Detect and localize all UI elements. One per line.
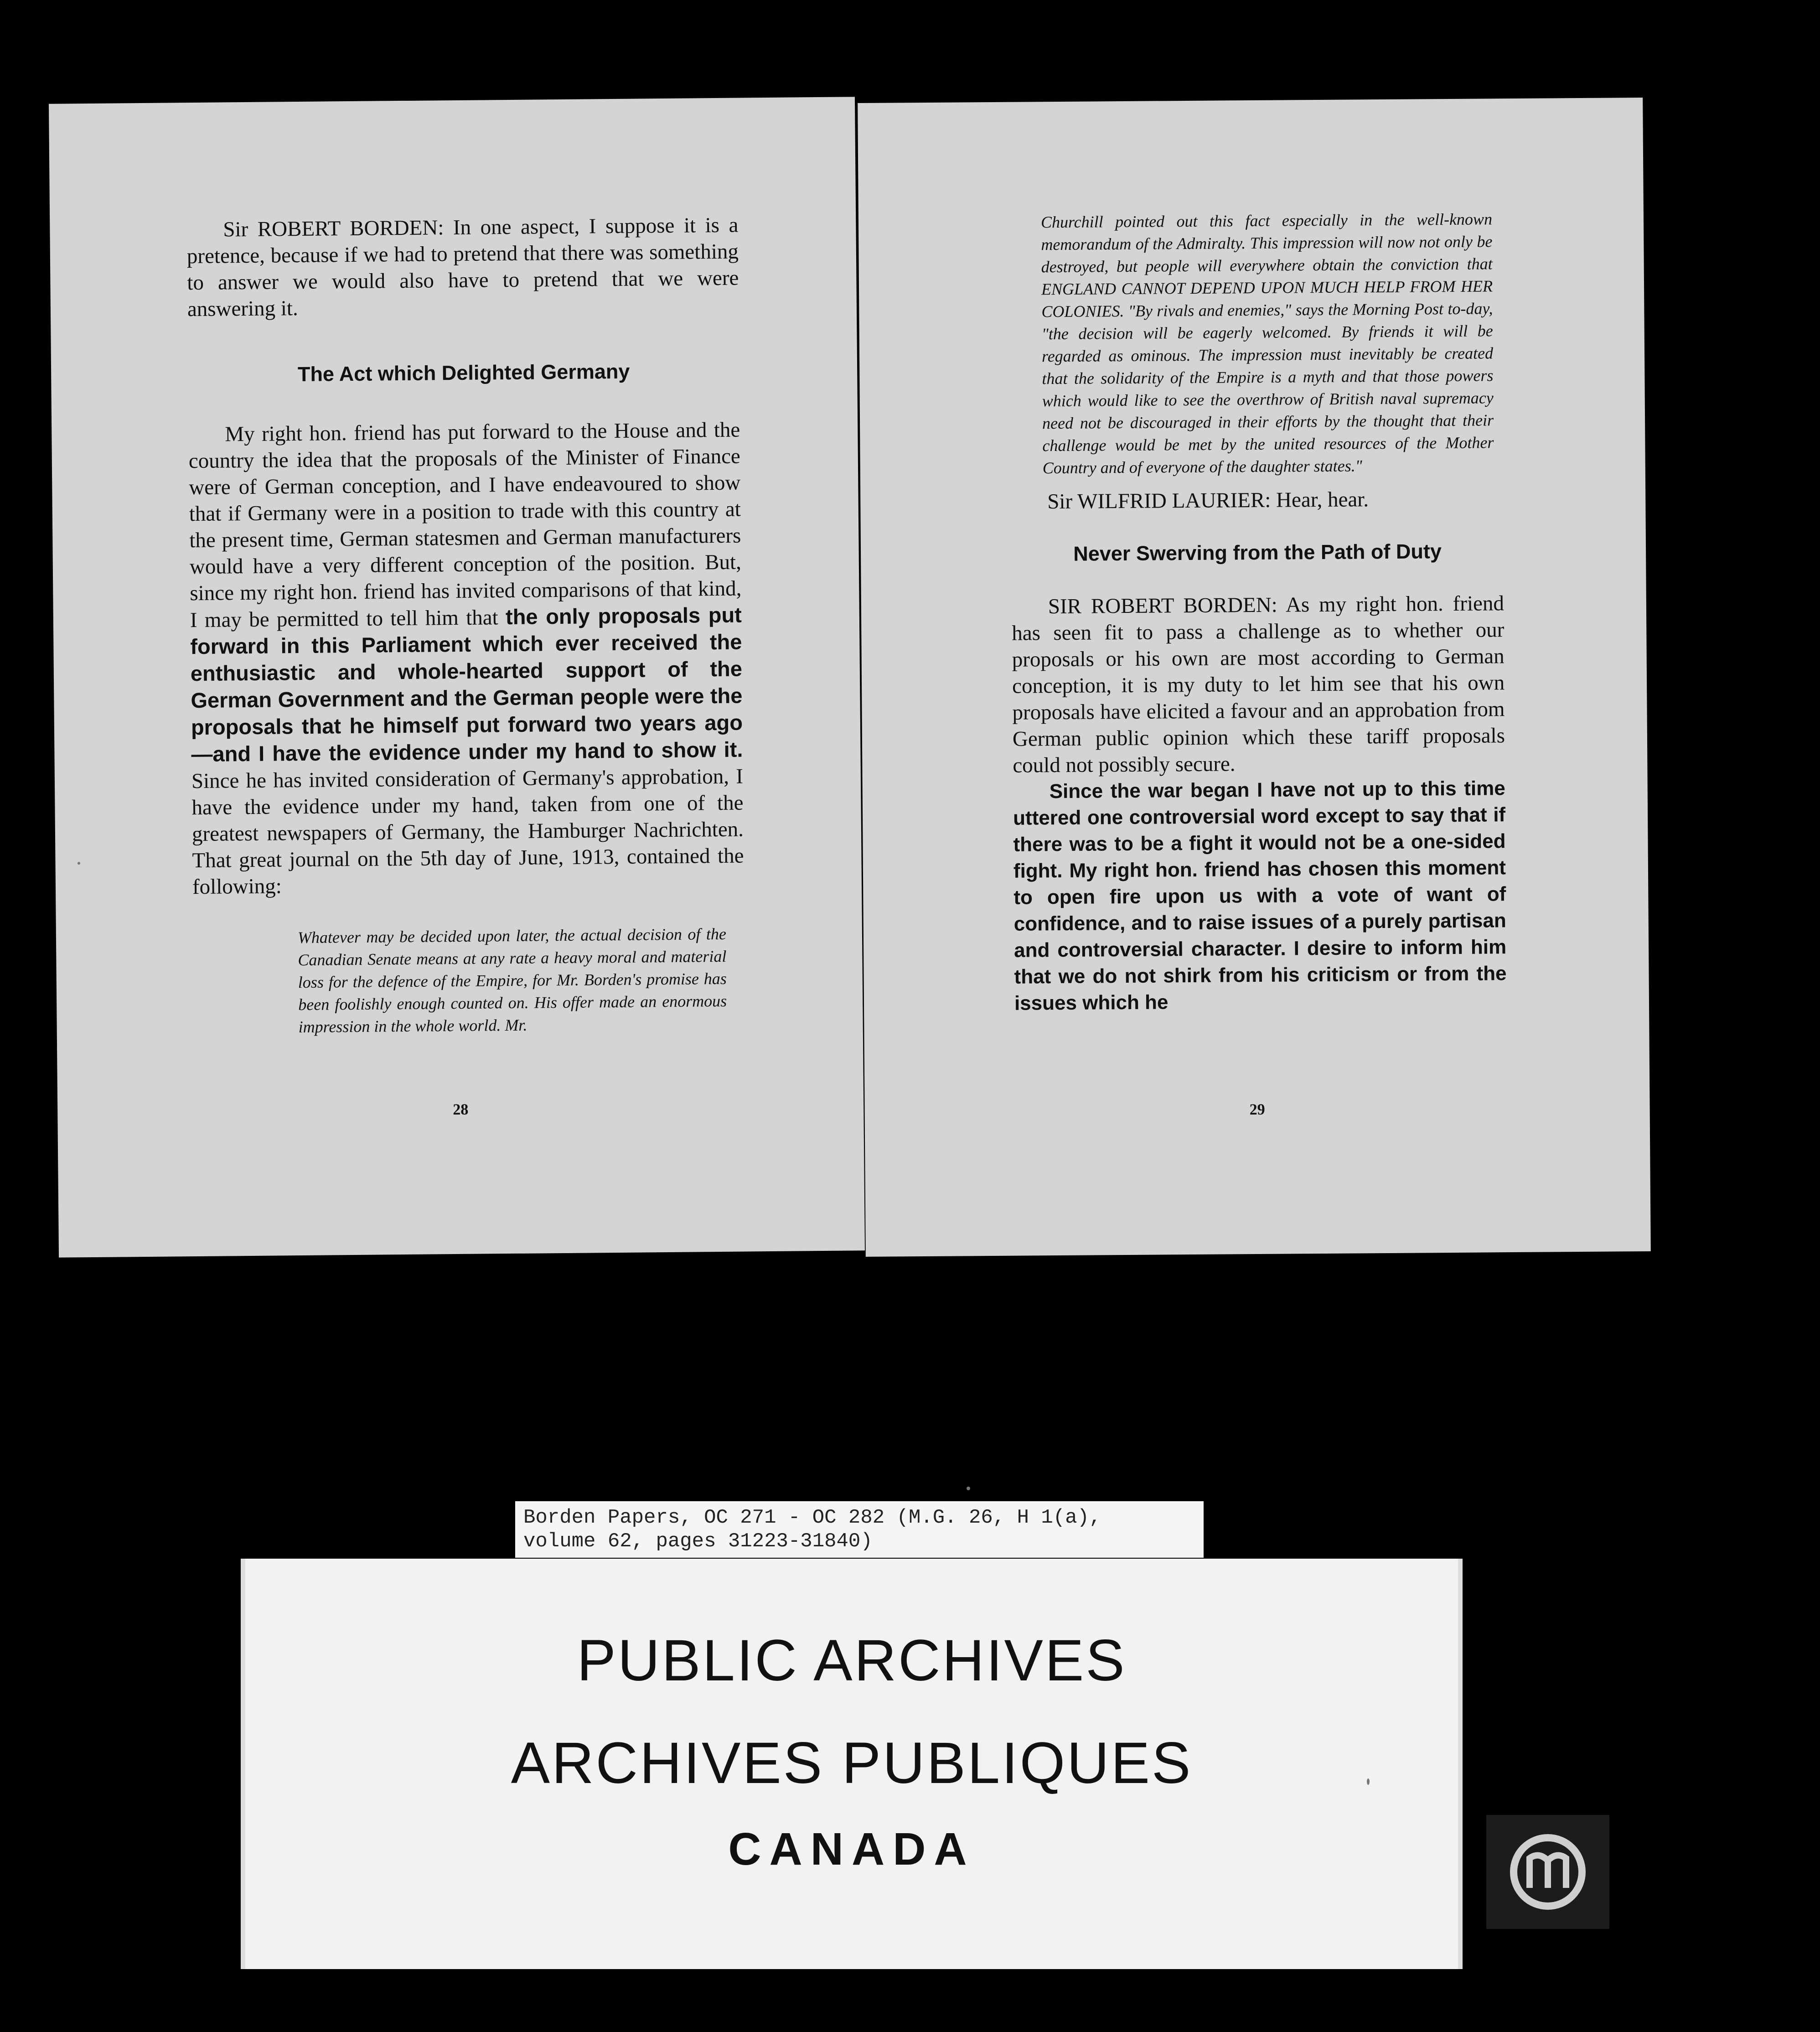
reference-line-1: Borden Papers, OC 271 - OC 282 (M.G. 26, H 1(a),: [523, 1506, 1101, 1529]
card-country: CANADA: [728, 1824, 975, 1875]
card-title-english: PUBLIC ARCHIVES: [577, 1628, 1127, 1693]
right-page-text: [1009, 208, 1507, 1016]
archive-reference-label: [515, 1501, 1204, 1558]
left-page: [49, 97, 865, 1257]
reference-line-2: volume 62, pages 31223-31840): [523, 1530, 873, 1553]
argument-text-b: Since he has invited consideration of Germany's approbation, I have the evidence under my hand, taken from one of the greatest newspapers of Germany, the Hamburger Nachrichten. That great journal on the 5th day of June, 1913, contained the following:: [191, 764, 744, 899]
archive-card: [241, 1559, 1463, 1969]
hamburger-quote: Whatever may be decided upon later, the actual decision of the Canadian Senate means at any rate a heavy moral and material loss for the defence of the Empire, for Mr. Borden's promise has been foolishly enough counted on. His offer made an enormous impression in the whole world. Mr.: [297, 924, 727, 1037]
laurier-remark: Sir WILFRID LAURIER: Hear, hear.: [1047, 487, 1369, 514]
section-heading-duty: Never Swerving from the Path of Duty: [1073, 539, 1442, 565]
right-page: [858, 98, 1651, 1257]
quote-continuation: Churchill pointed out this fact especially in the well-known memorandum of the Admiralty. This impression will now not only be destroyed, but people will everywhere obtain the conviction that ENGLAND CANNOT DEPEND UPON MUCH HELP FROM HER COLONIES. "By rivals and enemies," says the Morning Post to-day, "the decision will be eagerly welcomed. By friends it will be regarded as ominous. The impression must inevitably be created that the solidarity of the Empire is a myth and that those powers which would like to see the overthrow of British naval supremacy need not be discouraged in their efforts by the thought that their challenge would be met by the united resources of the Mother Country and of everyone of the daughter states.": [1040, 210, 1494, 477]
dust-speck: [1367, 1778, 1370, 1785]
borden-war-statement: Since the war began I have not up to this time uttered one controversial word except to say that if there was to be a fight it would not be a one-sided fight. My right hon. friend has chosen this moment to open fire upon us with a vote of want of confidence, and to raise issues of a purely partisan and controversial character. I desire to inform him that we do not shirk from his criticism or from the issues which he: [1013, 777, 1507, 1015]
microfilm-logo: [1486, 1815, 1609, 1929]
page-number-left: 28: [453, 1101, 469, 1119]
borden-remark: Sir ROBERT BORDEN: In one aspect, I suppose it is a pretence, because if we had to pretend that there was something to answer we would also have to pretend that we were answering it.: [186, 213, 739, 321]
argument-text-a: My right hon. friend has put forward to the House and the country the idea that the proposals of the Minister of Finance were of German conception, and I have endeavoured to show that if Germany were in a position to trade with this country at the present time, German statesmen and German manufacturers would have a very different conception of the position. But, since my right hon. friend has invited comparisons of that kind, I may be permitted to tell him that: [188, 418, 742, 632]
borden-reply: SIR ROBERT BORDEN: As my right hon. friend has seen fit to pass a challenge as to whether our proposals or his own are most according to German conception, it is my duty to let him see that his own proposals have elicited a favour and an approbation from German public opinion which these tariff proposals could not possibly secure.: [1012, 591, 1505, 778]
argument-emphasis: the only proposals put forward in this Parliament which ever received the enthusiastic and whole-hearted support of the German Government and the German people were the proposals that he himself put forward two years ago—and I have the evidence under my hand to show it.: [190, 602, 743, 767]
section-heading-germany: The Act which Delighted Germany: [297, 359, 630, 386]
card-title-french: ARCHIVES PUBLIQUES: [511, 1731, 1193, 1796]
dust-speck: [967, 1487, 970, 1490]
page-number-right: 29: [1249, 1101, 1265, 1119]
borden-argument: [188, 417, 744, 901]
dust-speck: [78, 862, 80, 865]
mc-logo-icon: [1486, 1815, 1609, 1929]
left-page-text: [186, 212, 745, 1039]
